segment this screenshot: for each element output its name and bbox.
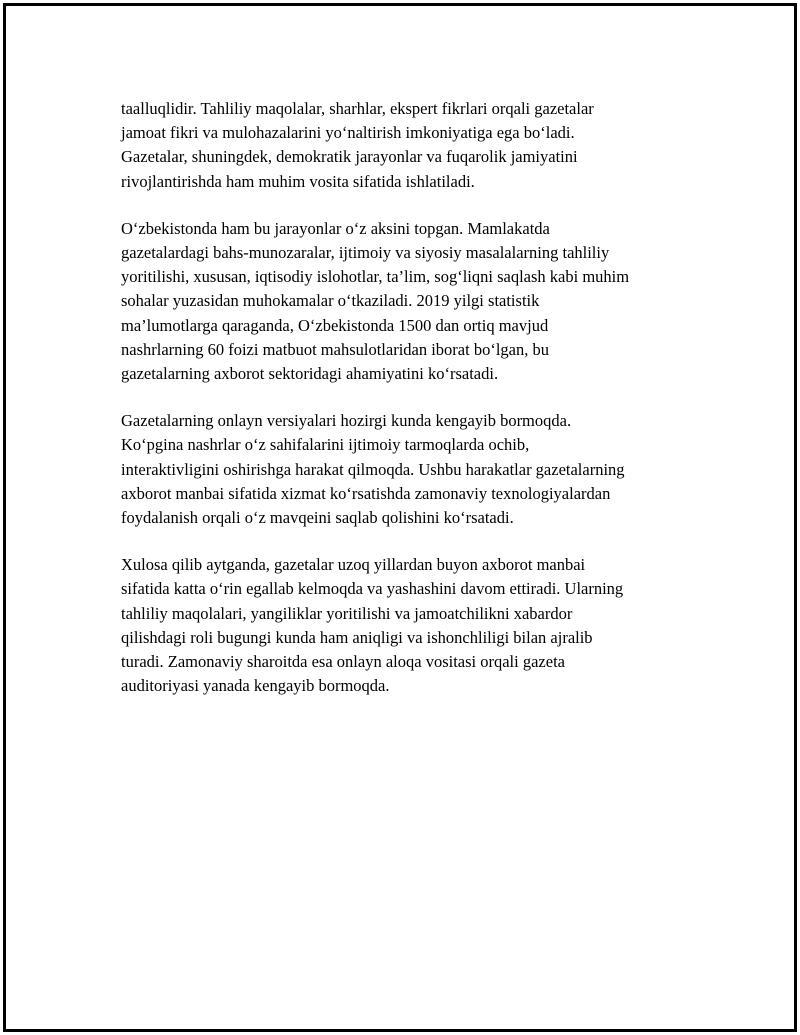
paragraph-2: O‘zbekistonda ham bu jarayonlar o‘z aksini topgan. Mamlakatda gazetalardagi bahs-munozaralar, ijtimoiy va siyosiy masalalarning tahliliy yoritilishi, xususan, iqtisodiy islohotlar, ta’lim, sog‘liqni saqlash kabi muhim sohalar yuzasidan muhokamalar o‘tkaziladi. 2019 yilgi statistik ma’lumotlarga qaraganda, O‘zbekistonda 1500 dan ortiq mavjud nashrlarning 60 foizi matbuot mahsulotlaridan iborat bo‘lgan, bu gazetalarning axborot sektoridagi ahamiyatini ko‘rsatadi. — [121, 218, 630, 384]
document-page — [3, 3, 797, 1032]
document-body — [121, 97, 701, 721]
paragraph-1: taalluqlidir. Tahliliy maqolalar, sharhlar, ekspert fikrlari orqali gazetalar jamoat fikri va mulohazalarini yo‘naltirish imkoniyatiga ega bo‘ladi. Gazetalar, shuningdek, demokratik jarayonlar va fuqarolik jamiyatini rivojlantirishda ham muhim vosita sifatida ishlatiladi. — [121, 99, 594, 191]
paragraph-4: Xulosa qilib aytganda, gazetalar uzoq yillardan buyon axborot manbai sifatida katta o‘rin egallab kelmoqda va yashashini davom ettiradi. Ularning tahliliy maqolalari, yangiliklar yoritilishi va jamoatchilikni xabardor qilishdagi roli bugungi kunda ham aniqligi va ishonchliligi bilan ajralib turadi. Zamonaviy sharoitda esa onlayn aloqa vositasi orqali gazeta auditoriyasi yanada kengayib bormoqda. — [121, 555, 624, 696]
paragraph-3: Gazetalarning onlayn versiyalari hozirgi kunda kengayib bormoqda. Ko‘pgina nashrlar o‘z sahifalarini ijtimoiy tarmoqlarda ochib, interaktivligini oshirishga harakat qilmoqda. Ushbu harakatlar gazetalarning axborot manbai sifatida xizmat ko‘rsatishda zamonaviy texnologiyalardan foydalanish orqali o‘z mavqeini saqlab qolishini ko‘rsatadi. — [121, 411, 625, 528]
